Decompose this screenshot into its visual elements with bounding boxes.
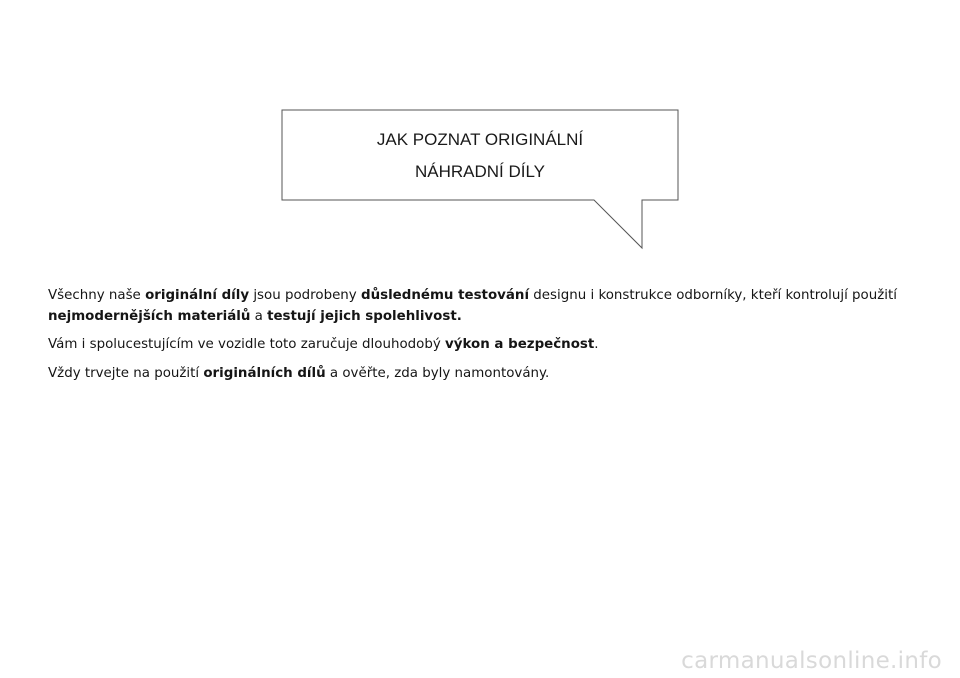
bold-run: originální díly bbox=[145, 288, 250, 303]
callout-title bbox=[282, 124, 678, 188]
text-run: a bbox=[250, 308, 268, 324]
body-text bbox=[48, 286, 920, 392]
bold-run: výkon a bezpečnost bbox=[445, 337, 595, 352]
callout-title-line1: JAK POZNAT ORIGINÁLNÍ bbox=[376, 130, 584, 149]
text-run: Vždy trvejte na použití bbox=[48, 365, 204, 381]
text-run: . bbox=[594, 337, 599, 352]
callout-title-line2: NÁHRADNÍ DÍLY bbox=[414, 162, 546, 181]
bold-run: originálních dílů bbox=[203, 365, 326, 381]
text-run: designu i konstrukce odborníky, kteří kontrolují použití bbox=[529, 288, 897, 303]
paragraph-original-parts bbox=[48, 286, 920, 327]
paragraph-performance-safety bbox=[48, 335, 920, 356]
bold-run: testují jejich spolehlivost. bbox=[267, 308, 462, 324]
text-run: a ověřte, zda byly namontovány. bbox=[325, 365, 550, 381]
paragraph-insist-original bbox=[48, 364, 920, 385]
watermark: carmanualsonline.info bbox=[681, 648, 942, 674]
text-run: Všechny naše bbox=[48, 288, 146, 303]
text-run: jsou podrobeny bbox=[249, 288, 361, 303]
bold-run: nejmodernějších materiálů bbox=[48, 308, 251, 324]
text-run: Vám i spolucestujícím ve vozidle toto zaručuje dlouhodobý bbox=[48, 337, 446, 352]
bold-run: důslednému testování bbox=[360, 288, 530, 303]
